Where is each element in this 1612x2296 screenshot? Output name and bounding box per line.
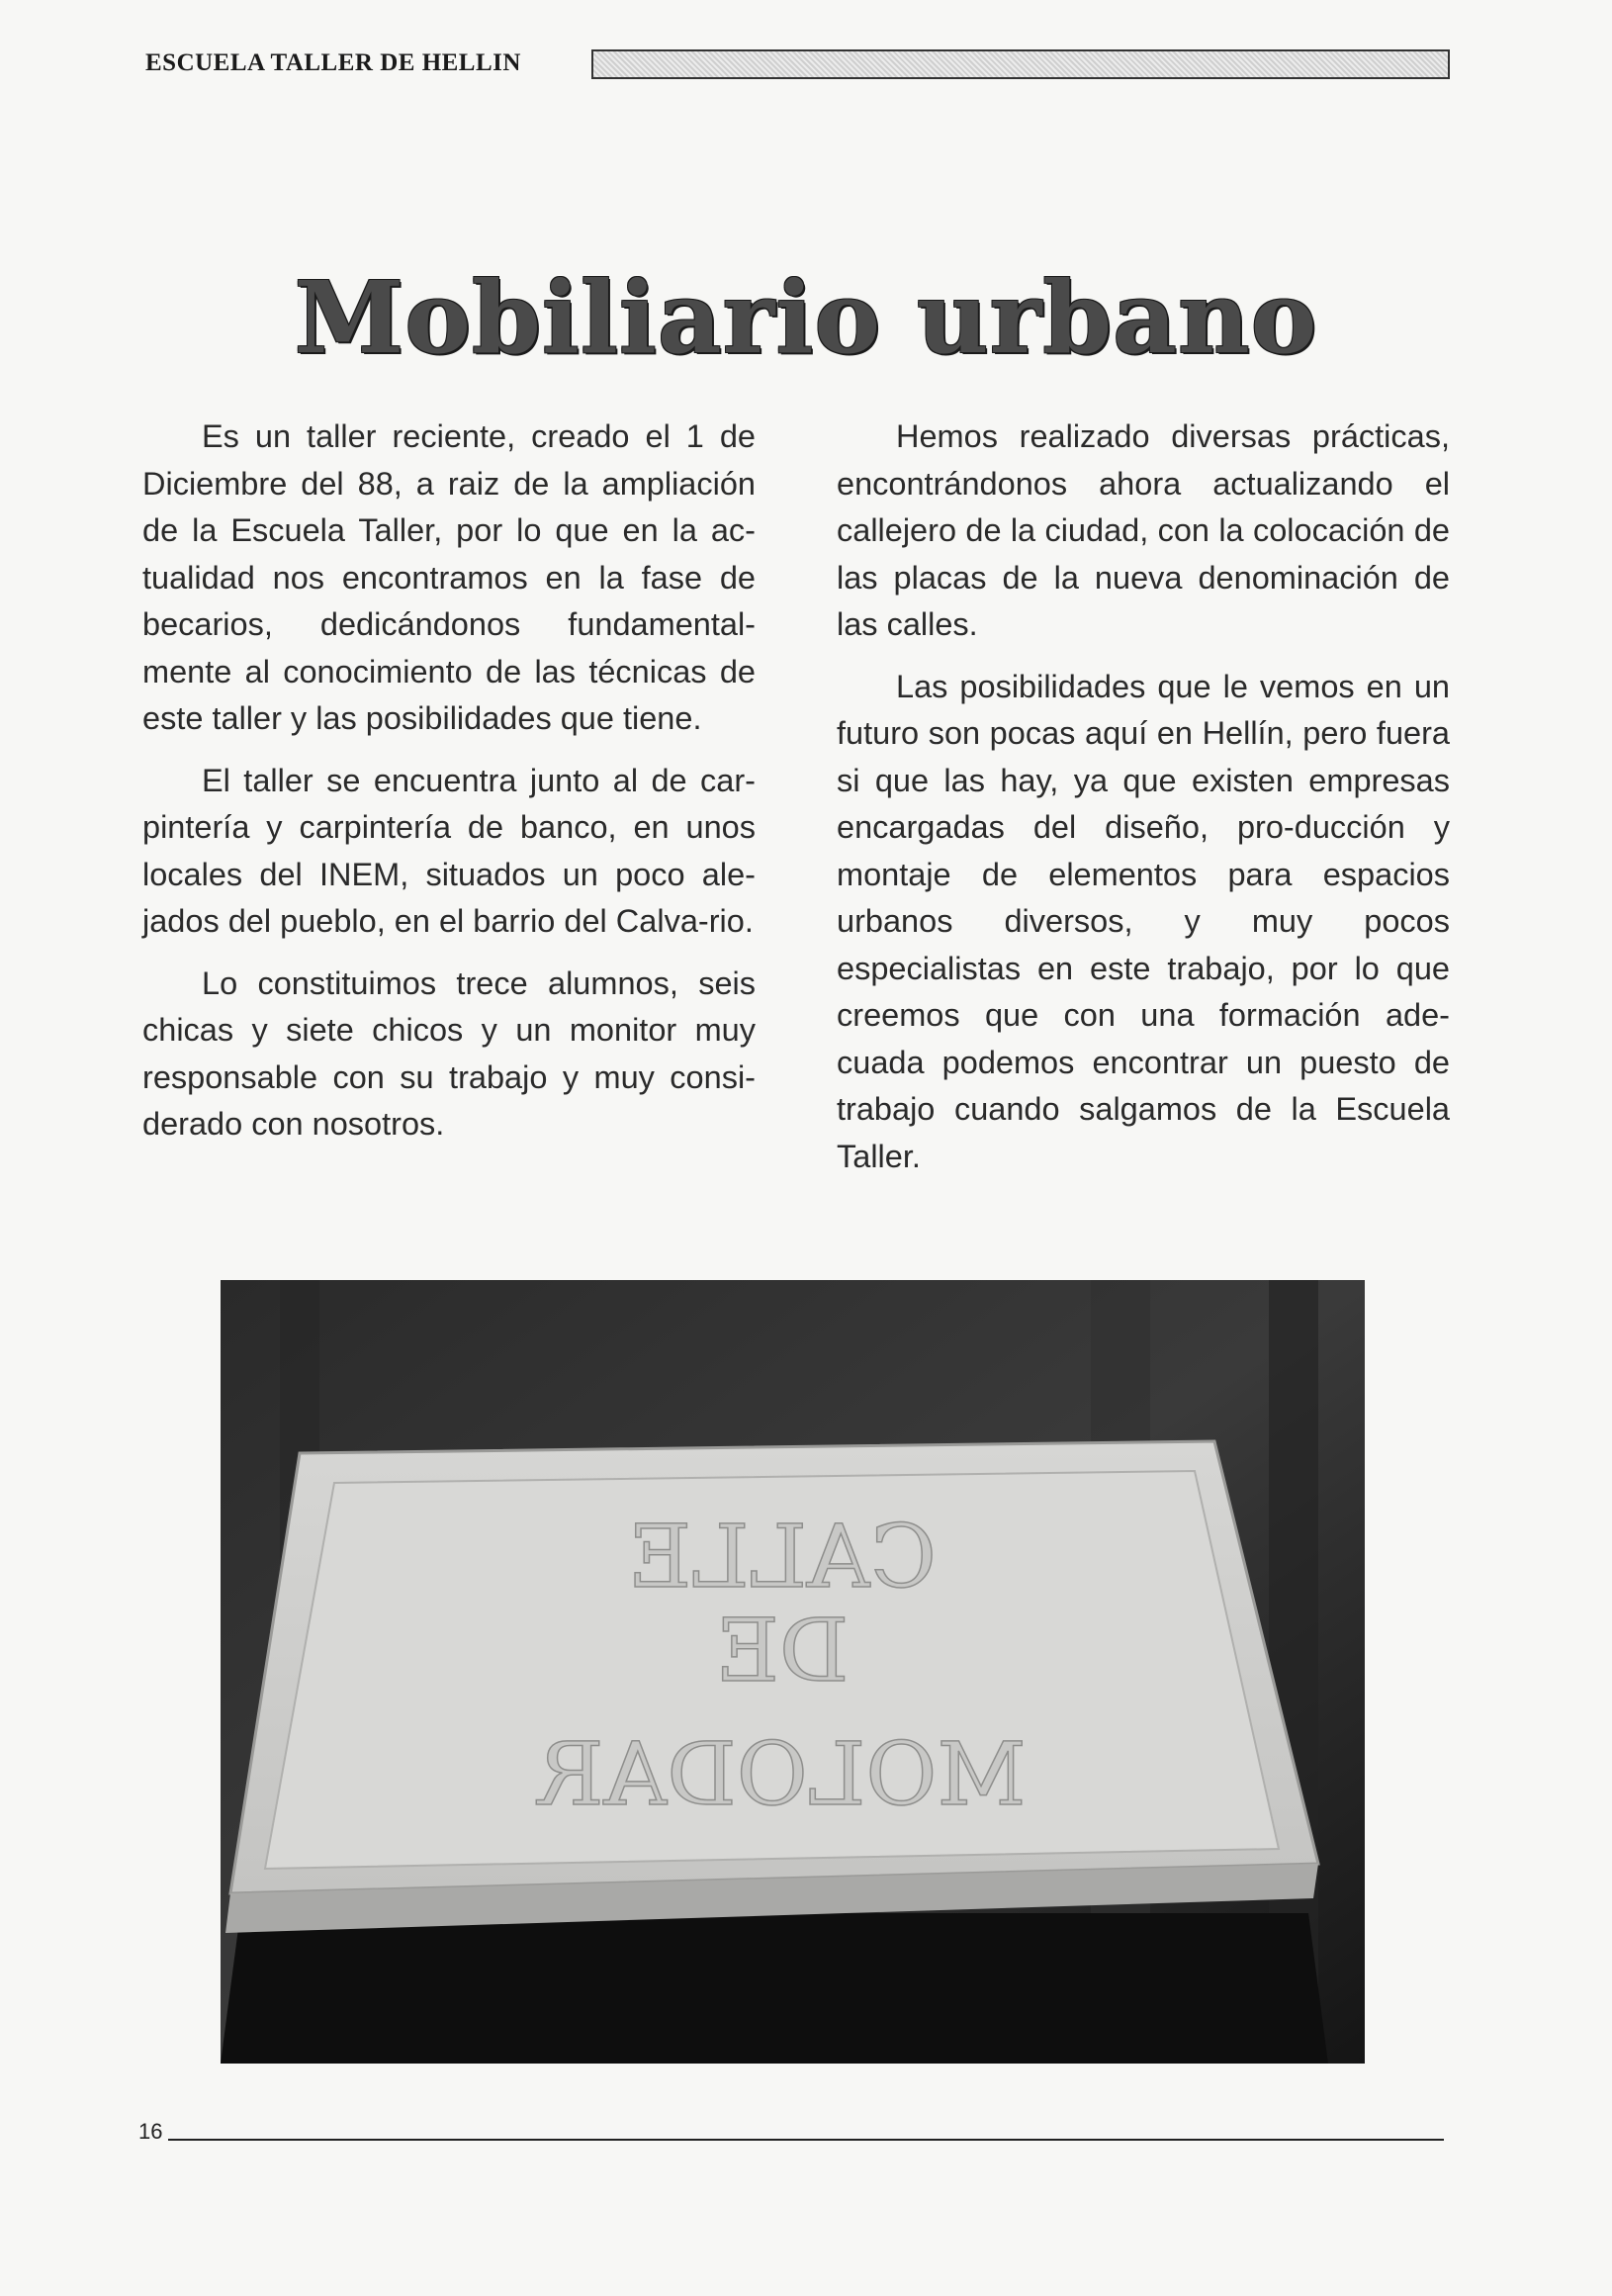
header-rule-bar	[591, 49, 1450, 79]
running-header: ESCUELA TALLER DE HELLIN	[145, 49, 521, 76]
sign-photo	[221, 1280, 1365, 2064]
page-number: 16	[138, 2119, 163, 2144]
footer-rule	[168, 2139, 1444, 2141]
sign-text-line-1: CALLE	[628, 1506, 937, 1607]
left-column	[142, 413, 756, 1163]
paragraph: Lo constituimos trece alumnos, seis chicas y siete chicos y un monitor muy responsable con su trabajo y muy consi-derado con nosotros.	[142, 964, 756, 1142]
sign-text-line-3: MOLODAR	[538, 1723, 1027, 1825]
paragraph: Las posibilidades que le vemos en un futuro son pocas aquí en Hellín, pero fuera si que las hay, ya que existen empresas encargadas del diseño, pro-ducción y montaje de elementos para espacios urbanos diversos, y muy pocos especialistas en este trabajo, por lo que creemos que con una formación ade-cuada podemos encontrar un puesto de trabajo cuando salgamos de la Escuela Taller.	[837, 668, 1450, 1174]
sign-text-line-2: DE	[715, 1600, 850, 1701]
article-title: Mobiliario urbano	[294, 259, 1318, 376]
paragraph: Es un taller reciente, creado el 1 de Diciembre del 88, a raiz de la ampliación de la Escuela Taller, por lo que en la ac-tualidad nos encontramos en la fase de becarios, dedicándonos fundamental-mente al conocimiento de las técnicas de este taller y las posibilidades que tiene.	[142, 418, 756, 736]
paragraph: Hemos realizado diversas prácticas, encontrándonos ahora actualizando el callejero de la ciudad, con la colocación de las placas de la nueva denominación de las calles.	[837, 418, 1450, 642]
paragraph: El taller se encuentra junto al de car-pintería y carpintería de banco, en unos locales del INEM, situados un poco ale-jados del pueblo, en el barrio del Calva-rio.	[142, 762, 756, 939]
right-column	[837, 413, 1450, 1195]
